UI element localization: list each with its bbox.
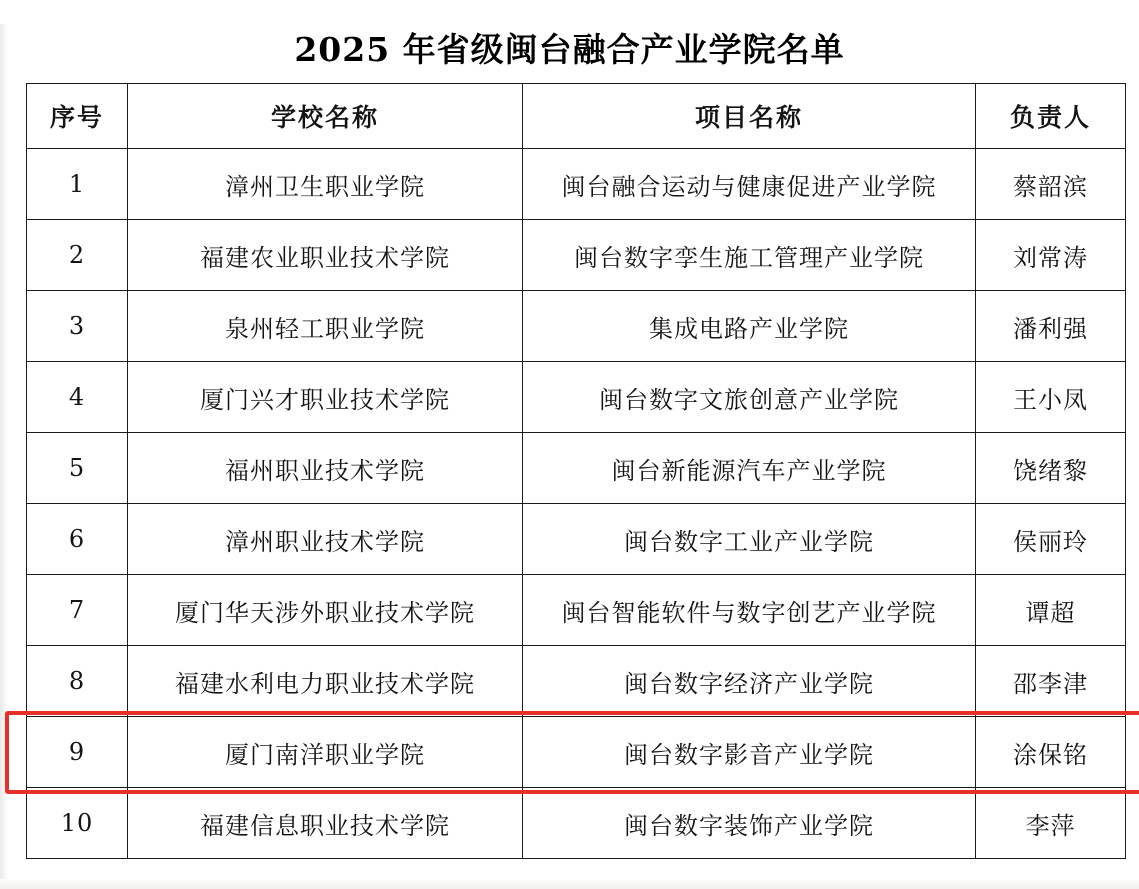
cell-project: 闽台数字文旅创意产业学院 (523, 362, 976, 433)
table-body (27, 149, 1126, 859)
cell-school: 漳州卫生职业学院 (128, 149, 523, 220)
industry-college-list-table (26, 83, 1126, 859)
cell-project: 闽台数字影音产业学院 (523, 717, 976, 788)
cell-school: 福建信息职业技术学院 (128, 788, 523, 859)
table-row (27, 362, 1126, 433)
cell-index: 5 (27, 433, 128, 504)
column-header-person: 负责人 (976, 84, 1126, 149)
table-row (27, 504, 1126, 575)
cell-person: 邵李津 (976, 646, 1126, 717)
document-page (0, 24, 1139, 889)
cell-school: 福建水利电力职业技术学院 (128, 646, 523, 717)
cell-person: 潘利强 (976, 291, 1126, 362)
page-title: 2025 年省级闽台融合产业学院名单 (0, 24, 1139, 71)
table-row (27, 291, 1126, 362)
cell-index: 8 (27, 646, 128, 717)
table-row (27, 717, 1126, 788)
table-row (27, 646, 1126, 717)
cell-project: 闽台数字经济产业学院 (523, 646, 976, 717)
table-header (27, 84, 1126, 149)
cell-project: 闽台数字工业产业学院 (523, 504, 976, 575)
cell-school: 泉州轻工职业学院 (128, 291, 523, 362)
cell-school: 厦门兴才职业技术学院 (128, 362, 523, 433)
table-header-row (27, 84, 1126, 149)
cell-project: 集成电路产业学院 (523, 291, 976, 362)
cell-index: 3 (27, 291, 128, 362)
cell-index: 4 (27, 362, 128, 433)
cell-school: 厦门华天涉外职业技术学院 (128, 575, 523, 646)
table-row (27, 220, 1126, 291)
paper-edge-left (0, 24, 8, 889)
cell-person: 侯丽玲 (976, 504, 1126, 575)
cell-project: 闽台融合运动与健康促进产业学院 (523, 149, 976, 220)
cell-person: 谭超 (976, 575, 1126, 646)
cell-person: 王小凤 (976, 362, 1126, 433)
cell-project: 闽台智能软件与数字创艺产业学院 (523, 575, 976, 646)
column-header-school: 学校名称 (128, 84, 523, 149)
column-header-index: 序号 (27, 84, 128, 149)
cell-person: 李萍 (976, 788, 1126, 859)
table-row (27, 575, 1126, 646)
cell-school: 漳州职业技术学院 (128, 504, 523, 575)
cell-index: 10 (27, 788, 128, 859)
cell-project: 闽台数字装饰产业学院 (523, 788, 976, 859)
cell-person: 蔡韶滨 (976, 149, 1126, 220)
table-row (27, 433, 1126, 504)
cell-index: 2 (27, 220, 128, 291)
cell-person: 刘常涛 (976, 220, 1126, 291)
column-header-project: 项目名称 (523, 84, 976, 149)
cell-index: 6 (27, 504, 128, 575)
table-container (26, 83, 1113, 859)
cell-project: 闽台新能源汽车产业学院 (523, 433, 976, 504)
cell-person: 涂保铭 (976, 717, 1126, 788)
cell-person: 饶绪黎 (976, 433, 1126, 504)
table-row (27, 788, 1126, 859)
cell-project: 闽台数字孪生施工管理产业学院 (523, 220, 976, 291)
cell-school: 厦门南洋职业学院 (128, 717, 523, 788)
cell-school: 福州职业技术学院 (128, 433, 523, 504)
cell-index: 9 (27, 717, 128, 788)
cell-index: 7 (27, 575, 128, 646)
paper-edge-bottom (0, 879, 1139, 889)
cell-index: 1 (27, 149, 128, 220)
cell-school: 福建农业职业技术学院 (128, 220, 523, 291)
table-row (27, 149, 1126, 220)
